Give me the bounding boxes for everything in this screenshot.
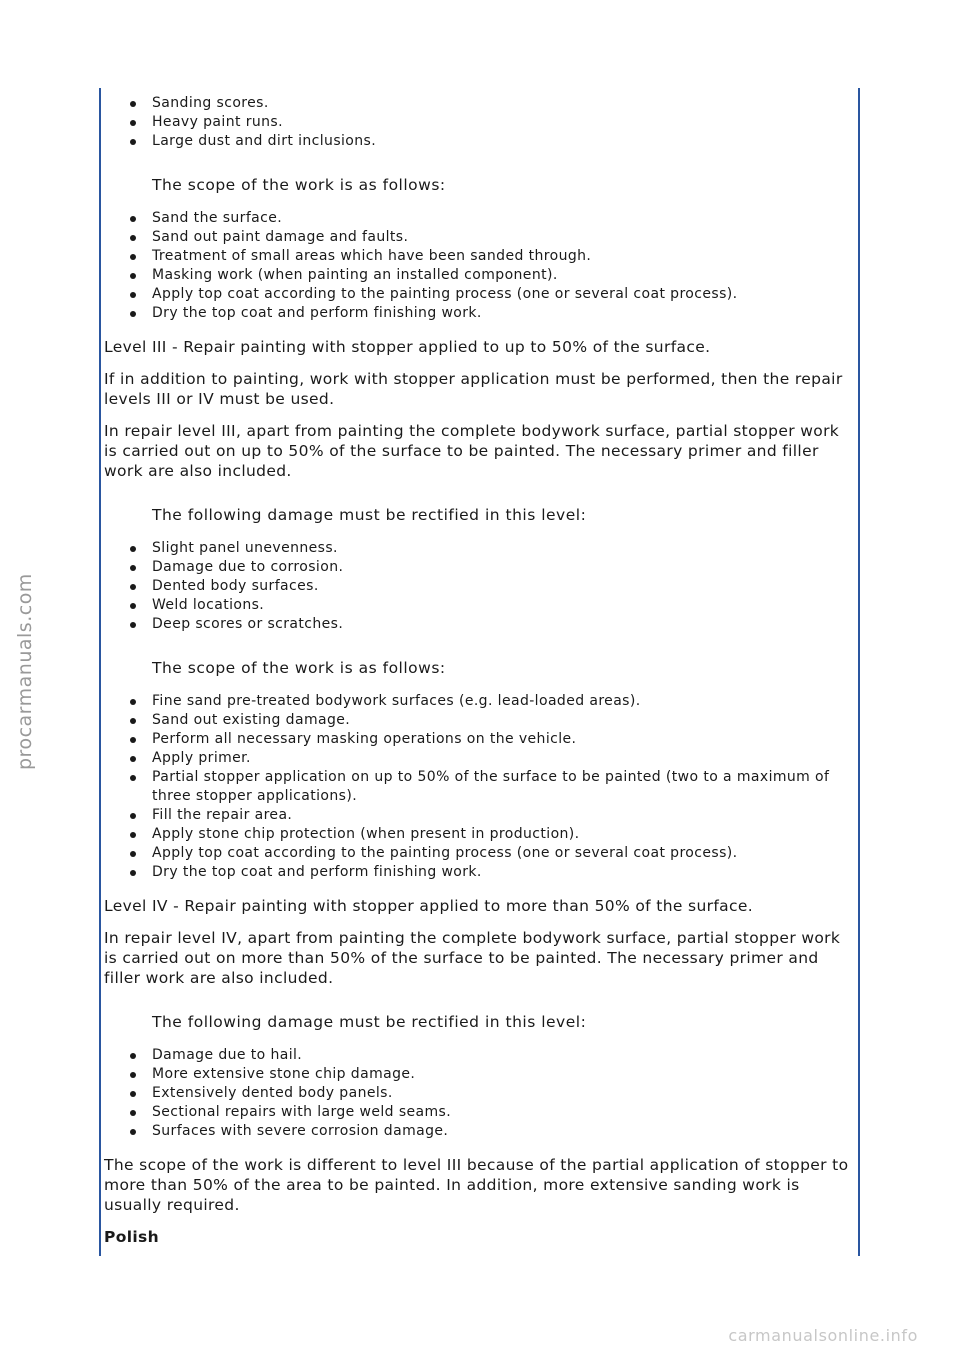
list-item: Dry the top coat and perform finishing work. [126, 304, 856, 323]
damage-intro: The following damage must be rectified in this level: [152, 506, 587, 524]
list-item: Surfaces with severe corrosion damage. [126, 1122, 856, 1141]
list-item: Dry the top coat and perform finishing work. [126, 863, 856, 882]
scope-intro: The scope of the work is as follows: [152, 659, 446, 677]
list-item: Fine sand pre-treated bodywork surfaces (e.g. lead-loaded areas). [126, 692, 856, 711]
damage-intro: The following damage must be rectified in this level: [152, 1013, 587, 1031]
list-item: Apply top coat according to the painting process (one or several coat process). [126, 285, 856, 304]
level4-heading: Level IV - Repair painting with stopper applied to more than 50% of the surface. [104, 897, 754, 915]
document-body [104, 92, 856, 1247]
list-item: Dented body surfaces. [126, 577, 856, 596]
list-item: Sectional repairs with large weld seams. [126, 1103, 856, 1122]
list-item: More extensive stone chip damage. [126, 1065, 856, 1084]
list-item: Treatment of small areas which have been sanded through. [126, 247, 856, 266]
polish-heading: Polish [104, 1228, 159, 1246]
list-item: Damage due to hail. [126, 1046, 856, 1065]
list-item: Perform all necessary masking operations on the vehicle. [126, 730, 856, 749]
level3-paragraph: In repair level III, apart from painting the complete bodywork surface, partial stopper work is carried out on up to 50% of the surface to be painted. The necessary primer and filler work are also included. [104, 422, 840, 480]
list-item: Masking work (when painting an installed component). [126, 266, 856, 285]
level4-paragraph: In repair level IV, apart from painting the complete bodywork surface, partial stopper work is carried out on more than 50% of the surface to be painted. The necessary primer and filler work are also included. [104, 929, 841, 987]
list-item: Deep scores or scratches. [126, 615, 856, 634]
level4-damage-list [126, 1046, 856, 1141]
list-item: Damage due to corrosion. [126, 558, 856, 577]
right-border [858, 88, 860, 1256]
list-item: Sand out paint damage and faults. [126, 228, 856, 247]
list-item: Partial stopper application on up to 50% of the surface to be painted (two to a maximum of three stopper applications). [126, 768, 856, 806]
left-border [99, 88, 101, 1256]
list-item: Sand out existing damage. [126, 711, 856, 730]
list-item: Extensively dented body panels. [126, 1084, 856, 1103]
level3-scope-list [126, 692, 856, 882]
level3-heading: Level III - Repair painting with stopper applied to up to 50% of the surface. [104, 338, 711, 356]
scope-intro: The scope of the work is as follows: [152, 176, 446, 194]
list-item: Apply top coat according to the painting process (one or several coat process). [126, 844, 856, 863]
list-item: Apply primer. [126, 749, 856, 768]
level4-paragraph: The scope of the work is different to level III because of the partial application of stopper to more than 50% of the area to be painted. In addition, more extensive sanding work is usually required. [104, 1156, 849, 1214]
bottom-watermark: carmanualsonline.info [728, 1326, 918, 1345]
level2-scope-list [126, 209, 856, 323]
list-item: Fill the repair area. [126, 806, 856, 825]
list-item: Sand the surface. [126, 209, 856, 228]
list-item: Apply stone chip protection (when present in production). [126, 825, 856, 844]
level3-damage-list [126, 539, 856, 634]
list-item: Heavy paint runs. [126, 113, 856, 132]
side-watermark: procarmanuals.com [14, 573, 36, 770]
list-item: Sanding scores. [126, 94, 856, 113]
level3-paragraph: If in addition to painting, work with stopper application must be performed, then the repair levels III or IV must be used. [104, 370, 843, 408]
list-item: Slight panel unevenness. [126, 539, 856, 558]
list-item: Weld locations. [126, 596, 856, 615]
list-item: Large dust and dirt inclusions. [126, 132, 856, 151]
level2-damage-list [126, 94, 856, 151]
